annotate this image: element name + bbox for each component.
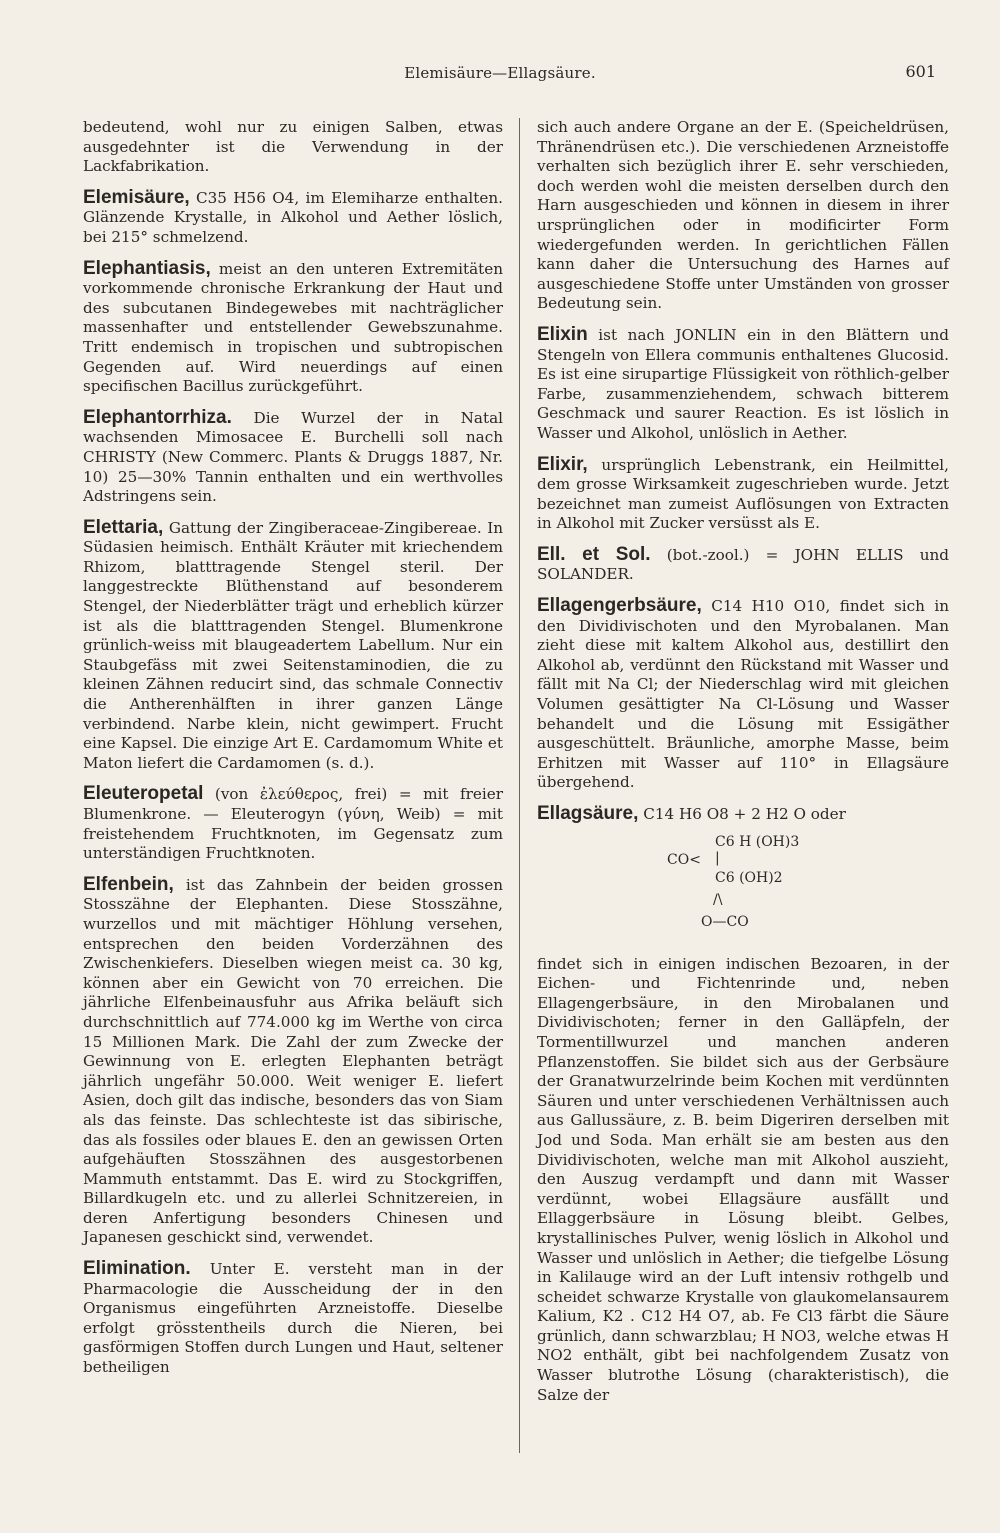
- entry-text: findet sich in einigen indischen Bezoaren, in der Eichen- und Fichtenrinde und, neben Ellagengerbsäure, in den Mirobalanen und Dividivischoten; ferner in den Galläpfeln, der Tormentillwurzel und manchen anderen Pflanzenstoffen. Sie bildet sich aus der Gerbsäure der Granatwurzelrinde beim Kochen mit verdünnten Säuren und unter verschiedenen Verhältnissen auch aus Gallussäure, z. B. beim Digeriren derselben mit Jod und Soda. Man erhält sie am besten aus den Dividivischoten, welche man mit Alkohol auszieht, den Auszug verdampft und dann mit Wasser verdünnt, wobei Ellagsäure ausfällt und Ellaggerbsäure in Lösung bleibt. Gelbes, krystallinisches Pulver, wenig löslich in Alkohol und Wasser und unlöslich in Aether; die tiefgelbe Lösung in Kalilauge wird an der Luft intensiv rothgelb und scheidet schwarze Krystalle von glaukomelansaurem Kalium, K2 . C12 H4 O7, ab. Fe Cl3 färbt die Säure grünlich, dann schwarzblau; H NO3, welche etwas H NO2 enthält, gibt bei nachfolgendem Zusatz von Wasser blutrothe Lösung (charakteristisch), die Salze der: [537, 954, 949, 1404]
- right-column: [537, 118, 949, 1416]
- entry-text: C14 H10 O10, findet sich in den Dividivischoten und den Myrobalanen. Man zieht diese mit kaltem Alkohol aus, destillirt den Alkohol ab, verdünnt den Rückstand mit Wasser und fällt mit Na Cl; der Niederschlag wird mit gleichen Volumen gesättigter Na Cl-Lösung und Wasser behandelt und die Lösung mit Essigäther ausgeschüttelt. Bräunliche, amorphe Masse, beim Erhitzen mit Wasser auf 110° in Ellagsäure übergehend.: [537, 597, 949, 792]
- entry-ellagsaeure: [537, 804, 949, 825]
- headword: Elixir,: [537, 453, 588, 475]
- headword: Elettaria,: [83, 516, 164, 538]
- formula-line: C6 H (OH)3: [715, 833, 800, 850]
- entry-eleuteropetal: [83, 784, 503, 863]
- entry-elemisaeure: [83, 188, 503, 248]
- left-intro: [83, 118, 503, 177]
- headword: Elixin: [537, 323, 588, 345]
- formula-line: O—CO: [701, 913, 749, 930]
- ellagsaeure-continuation: [537, 955, 949, 1406]
- entry-elettaria: [83, 518, 503, 774]
- formula-line: |: [715, 849, 720, 866]
- entry-elimination: [83, 1259, 503, 1378]
- entry-text: ist das Zahnbein der beiden grossen Stosszähne der Elephanten. Diese Stosszähne, wurzellos und mit mächtiger Höhlung versehen, entsprechen den beiden Vorderzähnen des Zwischenkiefers. Dieselben wiegen meist ca. 30 kg, können aber ein Gewicht von 70 erreichen. Die jährliche Elfenbeinausfuhr aus Afrika beläuft sich durchschnittlich auf 774.000 kg im Werthe von circa 15 Millionen Mark. Die Zahl der zum Zwecke der Gewinnung von E. erlegten Elephanten beträgt jährlich ungefähr 50.000. Weit weniger E. liefert Asien, doch gilt das indische, besonders das von Siam als das feinste. Das schlechteste ist das sibirische, das als fossiles oder blaues E. den an gewissen Orten aufgehäuften Stosszähnen des ausgestorbenen Mammuth entstammt. Das E. wird zu Stockgriffen, Billardkugeln etc. und zu allerlei Schnitzereien, in deren Anfertigung besonders Chinesen und Japanesen geschickt sind, verwendet.: [83, 875, 503, 1247]
- entry-elephantorrhiza: [83, 408, 503, 507]
- right-intro: [537, 118, 949, 314]
- entry-elfenbein: [83, 875, 503, 1248]
- formula-line: CO<: [667, 851, 701, 868]
- headword: Elephantorrhiza.: [83, 406, 232, 428]
- entry-ellagengerbsaeure: [537, 596, 949, 793]
- entry-text: meist an den unteren Extremitäten vorkommende chronische Erkrankung der Haut und des subcutanen Bindegewebes mit nachträglicher massenhafter und entstellender Gewebszunahme. Tritt endemisch in tropischen und subtropischen Gegenden auf. Wird neuerdings auf einen specifischen Bacillus zurückgeführt.: [83, 259, 503, 396]
- entry-text: Unter E. versteht man in der Pharmacologie die Ausscheidung der in den Organismus eingeführten Arzneistoffe. Dieselbe erfolgt grösstentheils durch die Nieren, bei gasförmigen Stoffen durch Lungen und Haut, seltener betheiligen: [83, 1260, 503, 1377]
- entry-elephantiasis: [83, 259, 503, 397]
- running-title: Elemisäure—Ellagsäure.: [404, 64, 596, 82]
- entry-text: Die Wurzel der in Natal wachsenden Mimosacee E. Burchelli soll nach CHRISTY (New Commerc. Plants & Druggs 1887, Nr. 10) 25—30% Tannin enthalten und ein werthvolles Adstringens sein.: [83, 408, 503, 506]
- structural-formula: [537, 829, 949, 941]
- headword: Elimination.: [83, 1258, 191, 1280]
- left-column: [83, 118, 503, 1389]
- entry-text: C35 H56 O4, im Elemiharze enthalten. Glänzende Krystalle, in Alkohol und Aether löslich, bei 215° schmelzend.: [83, 188, 503, 246]
- formula-line: C6 (OH)2: [715, 869, 783, 886]
- intro-text: sich auch andere Organe an der E. (Speicheldrüsen, Thränendrüsen etc.). Die verschiedenen Arzneistoffe verhalten sich bezüglich ihrer E. sehr verschieden, doch werden wohl die meisten derselben durch den Harn ausgeschieden und können in diesem in ihrer ursprünglichen oder in modificirter Form wiedergefunden werden. In gerichtlichen Fällen kann daher die Untersuchung des Harnes auf ausgeschiedene Stoffe unter Umständen von grosser Bedeutung sein.: [537, 118, 949, 313]
- headword: Elfenbein,: [83, 873, 174, 895]
- page-number: 601: [905, 62, 936, 81]
- headword: Elemisäure,: [83, 186, 190, 208]
- headword: Ellagengerbsäure,: [537, 595, 702, 617]
- entry-text: (bot.-zool.) = JOHN ELLIS und SOLANDER.: [537, 545, 949, 584]
- intro-text: bedeutend, wohl nur zu einigen Salben, etwas ausgedehnter ist die Verwendung in der Lackfabrikation.: [83, 118, 503, 176]
- headword: Eleuteropetal: [83, 783, 204, 805]
- headword: Ellagsäure,: [537, 803, 639, 824]
- formula-line: /\: [713, 891, 723, 908]
- entry-text: C14 H6 O8 + 2 H2 O oder: [638, 805, 846, 823]
- entry-elixir: [537, 455, 949, 534]
- entry-elixin: [537, 325, 949, 444]
- entry-text: (von ἐλεύθερος, frei) = mit freier Blumenkrone. — Eleuterogyn (γύνη, Weib) = mit freistehendem Fruchtknoten, im Gegensatz zum unterständigen Fruchtknoten.: [83, 785, 503, 863]
- entry-text: ursprünglich Lebenstrank, ein Heilmittel, dem grosse Wirksamkeit zugeschrieben wurde. Jetzt bezeichnet man zumeist Auflösungen von Extracten in Alkohol mit Zucker versüsst als E.: [537, 455, 949, 533]
- entry-text: ist nach JONLIN ein in den Blättern und Stengeln von Ellera communis enthaltenes Glucosid. Es ist eine sirupartige Flüssigkeit von röthlich-gelber Farbe, zusammenziehendem, schwach bitterem Geschmack und saurer Reaction. Es ist löslich in Wasser und Alkohol, unlöslich in Aether.: [537, 325, 949, 442]
- entry-ell-et-sol: [537, 545, 949, 585]
- entry-text: Gattung der Zingiberaceae-Zingibereae. In Südasien heimisch. Enthält Kräuter mit kriechendem Rhizom, blatttragende Stengel steril. Der langgestreckte Blüthenstand auf besonderem Stengel, der Niederblätter trägt und erheblich kürzer ist als die blatttragenden Stengel. Blumenkrone grünlich-weiss mit blaugeadertem Labellum. Nur ein Staubgefäss mit zwei Seitenstaminodien, die zu kleinen Zähnen reducirt sind, das schmale Connectiv die Antherenhälften in ihrer ganzen Länge verbindend. Narbe klein, nicht gewimpert. Frucht eine Kapsel. Die einzige Art E. Cardamomum White et Maton liefert die Cardamomen (s. d.).: [83, 518, 503, 772]
- headword: Ell. et Sol.: [537, 543, 651, 565]
- headword: Elephantiasis,: [83, 257, 211, 279]
- column-divider: [519, 118, 520, 1453]
